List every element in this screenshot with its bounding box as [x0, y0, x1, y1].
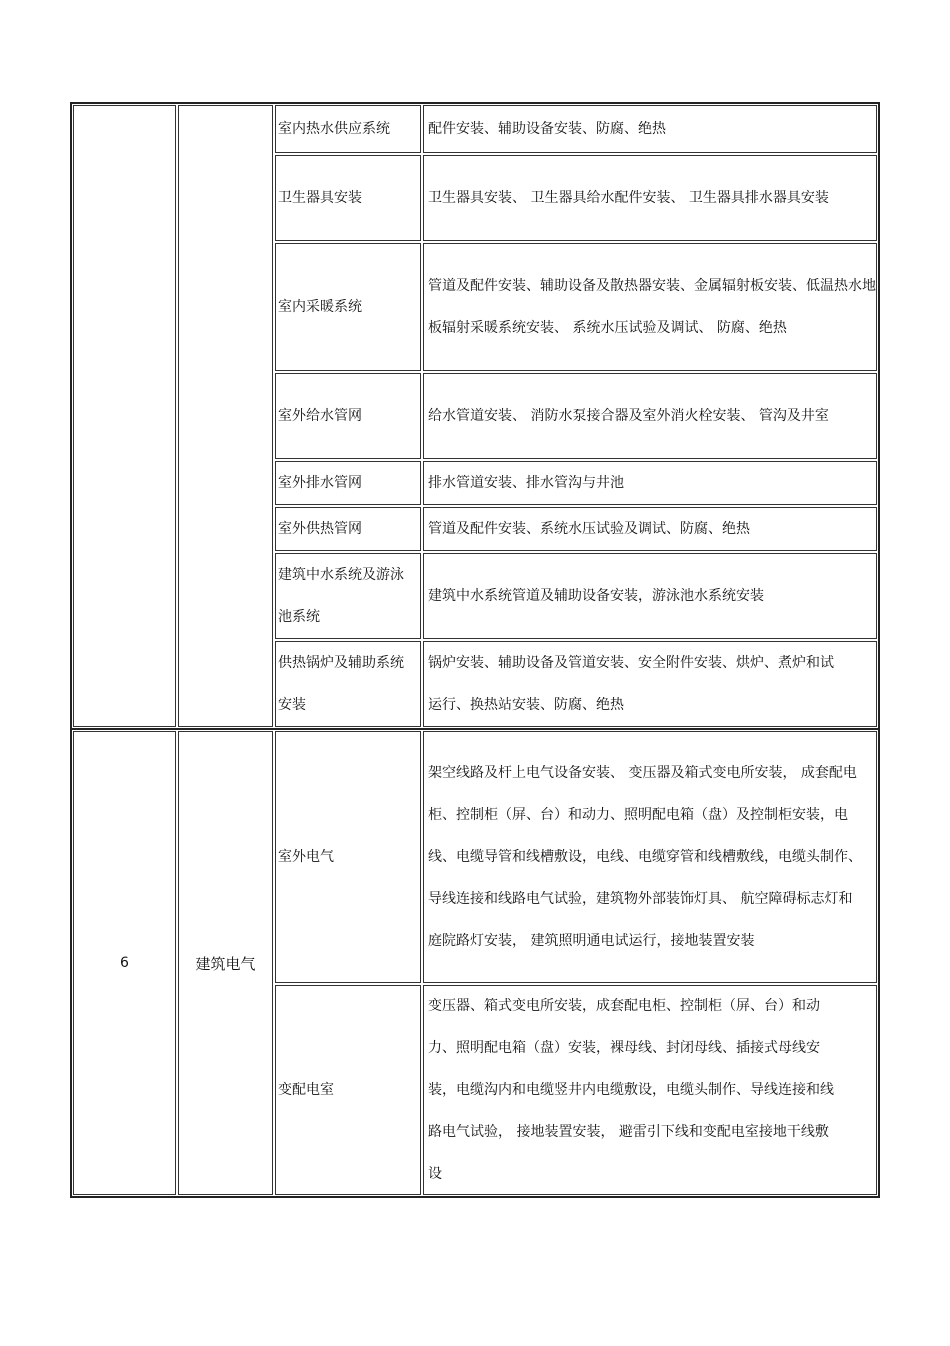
- subdivision-name: 供热锅炉及辅助系统安装: [275, 641, 421, 727]
- subdivision-name: 室外给水管网: [275, 373, 421, 459]
- subdivision-content: 卫生器具安装、 卫生器具给水配件安装、 卫生器具排水器具安装: [423, 155, 877, 241]
- item-number-cell: 6: [73, 731, 176, 1195]
- subdivision-content: 管道及配件安装、辅助设备及散热器安装、金属辐射板安装、低温热水地板辐射采暖系统安装、 系统水压试验及调试、 防腐、绝热: [423, 243, 877, 371]
- subdivision-list: [274, 104, 878, 728]
- subdivision-list: [274, 730, 878, 1196]
- subdivision-name: 室内热水供应系统: [275, 105, 421, 153]
- table-row: [274, 242, 878, 372]
- subdivision-name: 室外供热管网: [275, 507, 421, 551]
- subdivision-content: 架空线路及杆上电气设备安装、 变压器及箱式变电所安装， 成套配电柜、控制柜（屏、台）和动力、照明配电箱（盘）及控制柜安装，电线、电缆导管和线槽敷设，电线、电缆穿管和线槽敷线，电缆头制作、导线连接和线路电气试验，建筑物外部装饰灯具、 航空障碍标志灯和庭院路灯安装， 建筑照明通电试运行，接地装置安装: [423, 731, 877, 983]
- table-row-group: [72, 730, 878, 1196]
- table-row-group: [72, 104, 878, 730]
- work-division-table: [70, 102, 880, 1198]
- table-row: [274, 552, 878, 640]
- subdivision-name: 室外排水管网: [275, 461, 421, 505]
- subdivision-name: 室外电气: [275, 731, 421, 983]
- subdivision-name: 室内采暖系统: [275, 243, 421, 371]
- table-row: [274, 460, 878, 506]
- subdivision-content: 排水管道安装、排水管沟与井池: [423, 461, 877, 505]
- division-name-cell: [178, 105, 273, 727]
- division-name-cell: 建筑电气: [178, 731, 273, 1195]
- subdivision-name: 变配电室: [275, 985, 421, 1195]
- subdivision-content: 管道及配件安装、系统水压试验及调试、防腐、绝热: [423, 507, 877, 551]
- subdivision-content: 建筑中水系统管道及辅助设备安装，游泳池水系统安装: [423, 553, 877, 639]
- table-row: [274, 984, 878, 1196]
- subdivision-content: 给水管道安装、 消防水泵接合器及室外消火栓安装、 管沟及井室: [423, 373, 877, 459]
- subdivision-name: 卫生器具安装: [275, 155, 421, 241]
- table-row: [274, 104, 878, 154]
- subdivision-content: 锅炉安装、辅助设备及管道安装、安全附件安装、烘炉、煮炉和试运行、换热站安装、防腐、绝热: [423, 641, 877, 727]
- table-row: [274, 640, 878, 728]
- item-number-cell: [73, 105, 176, 727]
- subdivision-name: 建筑中水系统及游泳池系统: [275, 553, 421, 639]
- table-row: [274, 372, 878, 460]
- subdivision-content: 配件安装、辅助设备安装、防腐、绝热: [423, 105, 877, 153]
- subdivision-content: 变压器、箱式变电所安装，成套配电柜、控制柜（屏、台）和动力、照明配电箱（盘）安装，裸母线、封闭母线、插接式母线安装，电缆沟内和电缆竖井内电缆敷设，电缆头制作、导线连接和线路电气试验， 接地装置安装， 避雷引下线和变配电室接地干线敷设: [423, 985, 877, 1195]
- table-row: [274, 506, 878, 552]
- table-row: [274, 154, 878, 242]
- table-row: [274, 730, 878, 984]
